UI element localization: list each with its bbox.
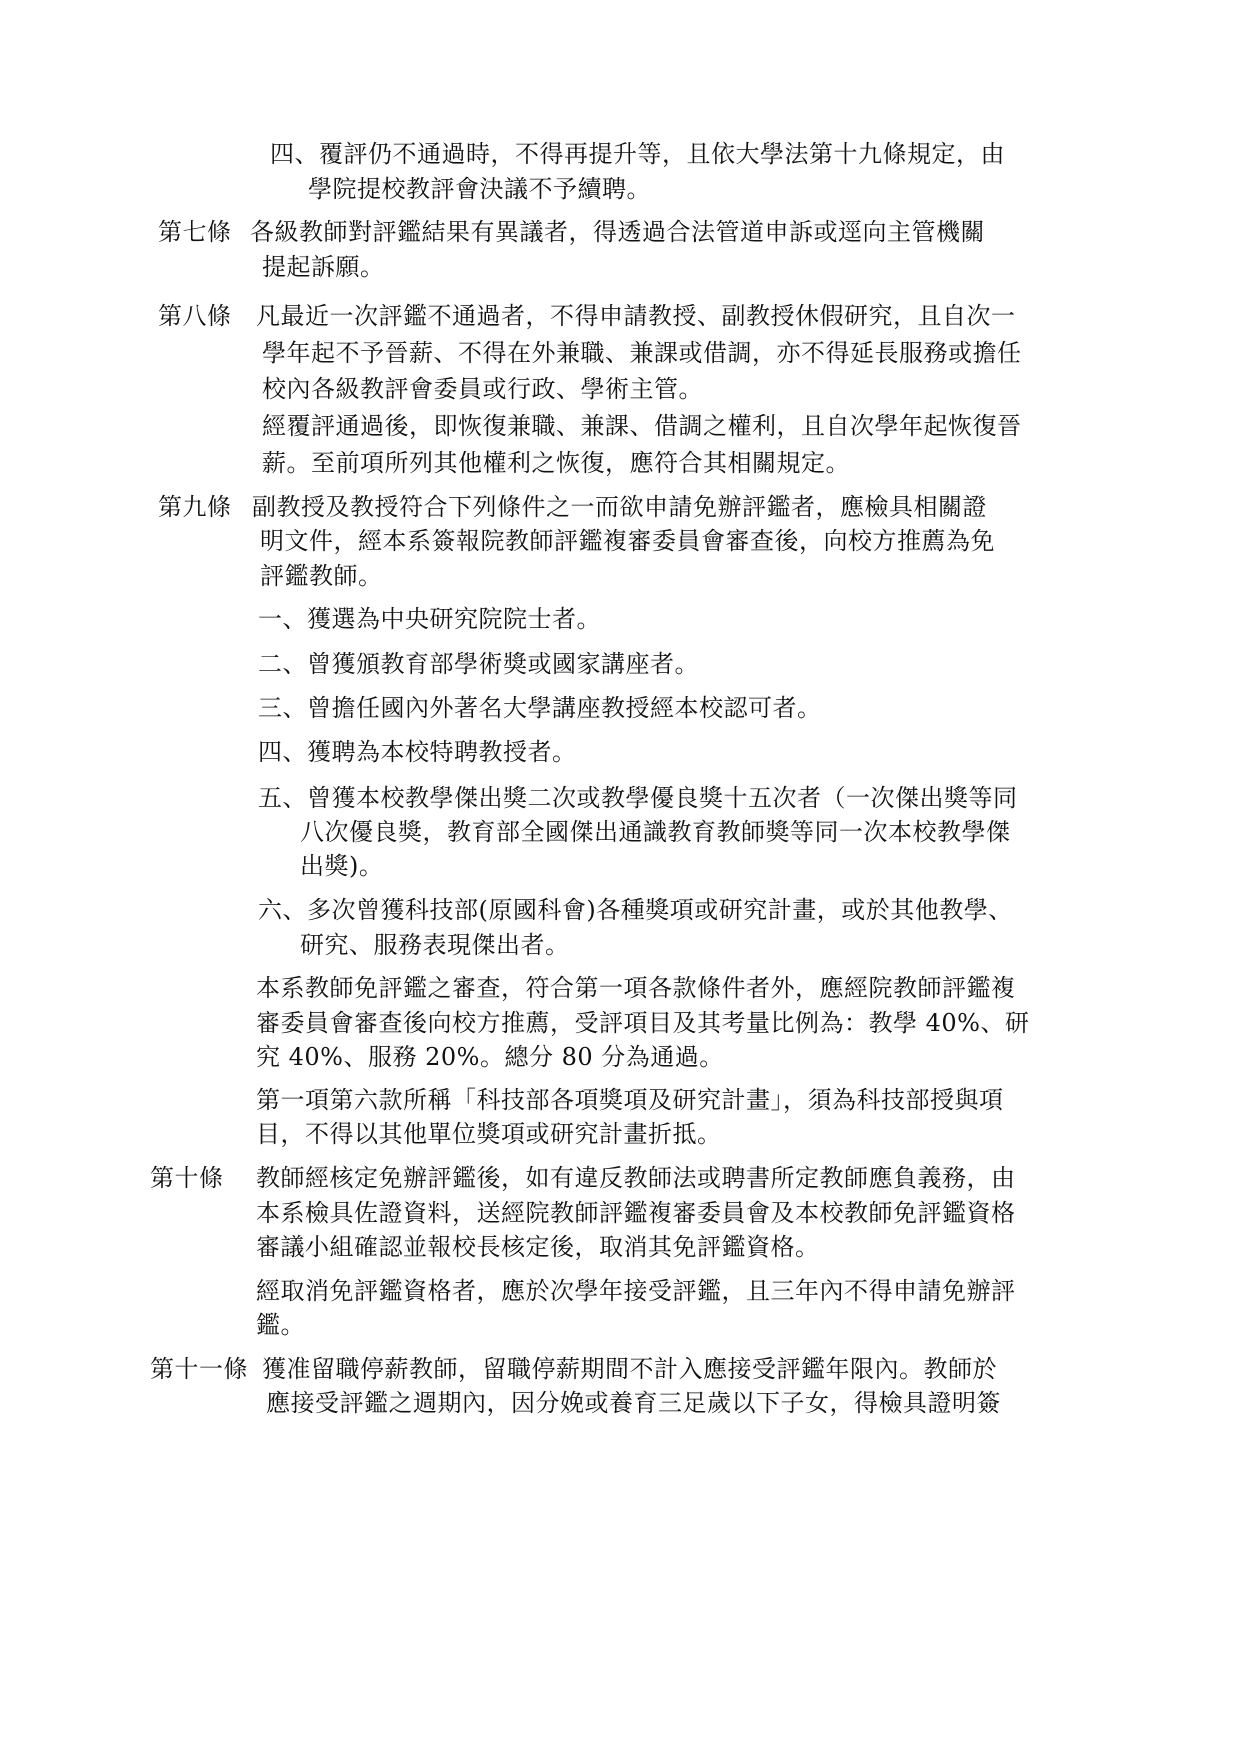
article-10-p1-line-3: 審議小組確認並報校長核定後，取消其免評鑑資格。 (256, 1233, 820, 1261)
article-10-p1-line-1: 教師經核定免辦評鑑後，如有違反教師法或聘書所定教師應負義務，由 (256, 1164, 1016, 1192)
article-9-p1-line-3: 評鑑教師。 (260, 562, 383, 590)
article-9-item-5-line-2: 八次優良獎，教育部全國傑出通識教育教師獎等同一次本校教學傑 (300, 818, 1011, 846)
article-9-item-4: 四、獲聘為本校特聘教授者。 (258, 738, 577, 766)
article-6-item-4-line-2: 學院提校教評會決議不予續聘。 (308, 175, 651, 203)
article-9-p1-line-1: 副教授及教授符合下列條件之一而欲申請免辦評鑑者，應檢具相關證 (252, 493, 987, 521)
article-8-label: 第八條 (158, 302, 232, 330)
article-9-item-1: 一、獲選為中央研究院院士者。 (258, 605, 601, 633)
article-8-p2-line-1: 經覆評通過後，即恢復兼職、兼課、借調之權利，且自次學年起恢復晉 (262, 412, 1022, 440)
article-8-p2-line-2: 薪。至前項所列其他權利之恢復，應符合其相關規定。 (262, 449, 850, 477)
article-6-item-4-line-1: 四、覆評仍不通過時，不得再提升等，且依大學法第十九條規定，由 (270, 140, 1005, 168)
article-7-line-2: 提起訴願。 (262, 253, 385, 281)
article-11-line-2: 應接受評鑑之週期內，因分娩或養育三足歲以下子女，得檢具證明簽 (266, 1389, 1001, 1417)
article-8-p1-line-3: 校內各級教評會委員或行政、學術主管。 (262, 375, 703, 403)
article-10-p2-line-2: 鑑。 (256, 1311, 305, 1339)
article-9-item-5-line-1: 五、曾獲本校教學傑出獎二次或教學優良獎十五次者（一次傑出獎等同 (258, 784, 1018, 812)
article-7-label: 第七條 (158, 218, 232, 246)
article-10-p1-line-2: 本系檢具佐證資料，送經院教師評鑑複審委員會及本校教師免評鑑資格 (256, 1199, 1016, 1227)
article-10-label: 第十條 (150, 1164, 224, 1192)
article-9-item-5-line-3: 出獎)。 (300, 852, 384, 880)
article-9-p2-line-1: 本系教師免評鑑之審查，符合第一項各款條件者外，應經院教師評鑑複 (256, 974, 1016, 1002)
article-9-item-6-line-1: 六、多次曾獲科技部(原國科會)各種獎項或研究計畫，或於其他教學、 (258, 896, 1013, 924)
article-11-line-1: 獲准留職停薪教師，留職停薪期間不計入應接受評鑑年限內。教師於 (262, 1355, 997, 1383)
article-9-item-3: 三、曾擔任國內外著名大學講座教授經本校認可者。 (258, 694, 822, 722)
article-10-p2-line-1: 經取消免評鑑資格者，應於次學年接受評鑑，且三年內不得申請免辦評 (256, 1277, 1016, 1305)
article-8-p1-line-2: 學年起不予晉薪、不得在外兼職、兼課或借調，亦不得延長服務或擔任 (262, 339, 1022, 367)
article-7-line-1: 各級教師對評鑑結果有異議者，得透過合法管道申訴或逕向主管機關 (250, 218, 985, 246)
article-9-label: 第九條 (158, 493, 232, 521)
article-11-label: 第十一條 (150, 1355, 248, 1383)
article-9-p2-line-3: 究 40%、服務 20%。總分 80 分為通過。 (256, 1043, 724, 1071)
article-9-item-2: 二、曾獲頒教育部學術獎或國家講座者。 (258, 650, 699, 678)
article-8-p1-line-1: 凡最近一次評鑑不通過者，不得申請教授、副教授休假研究，且自次一 (256, 302, 1016, 330)
article-9-p3-line-2: 目，不得以其他單位獎項或研究計畫折抵。 (256, 1120, 722, 1148)
article-9-p3-line-1: 第一項第六款所稱「科技部各項獎項及研究計畫」，須為科技部授與項 (256, 1086, 1004, 1114)
article-9-p2-line-2: 審委員會審查後向校方推薦，受評項目及其考量比例為：教學 40%、研 (256, 1009, 1030, 1037)
article-9-item-6-line-2: 研究、服務表現傑出者。 (300, 931, 570, 959)
article-9-p1-line-2: 明文件，經本系簽報院教師評鑑複審委員會審查後，向校方推薦為免 (260, 527, 995, 555)
